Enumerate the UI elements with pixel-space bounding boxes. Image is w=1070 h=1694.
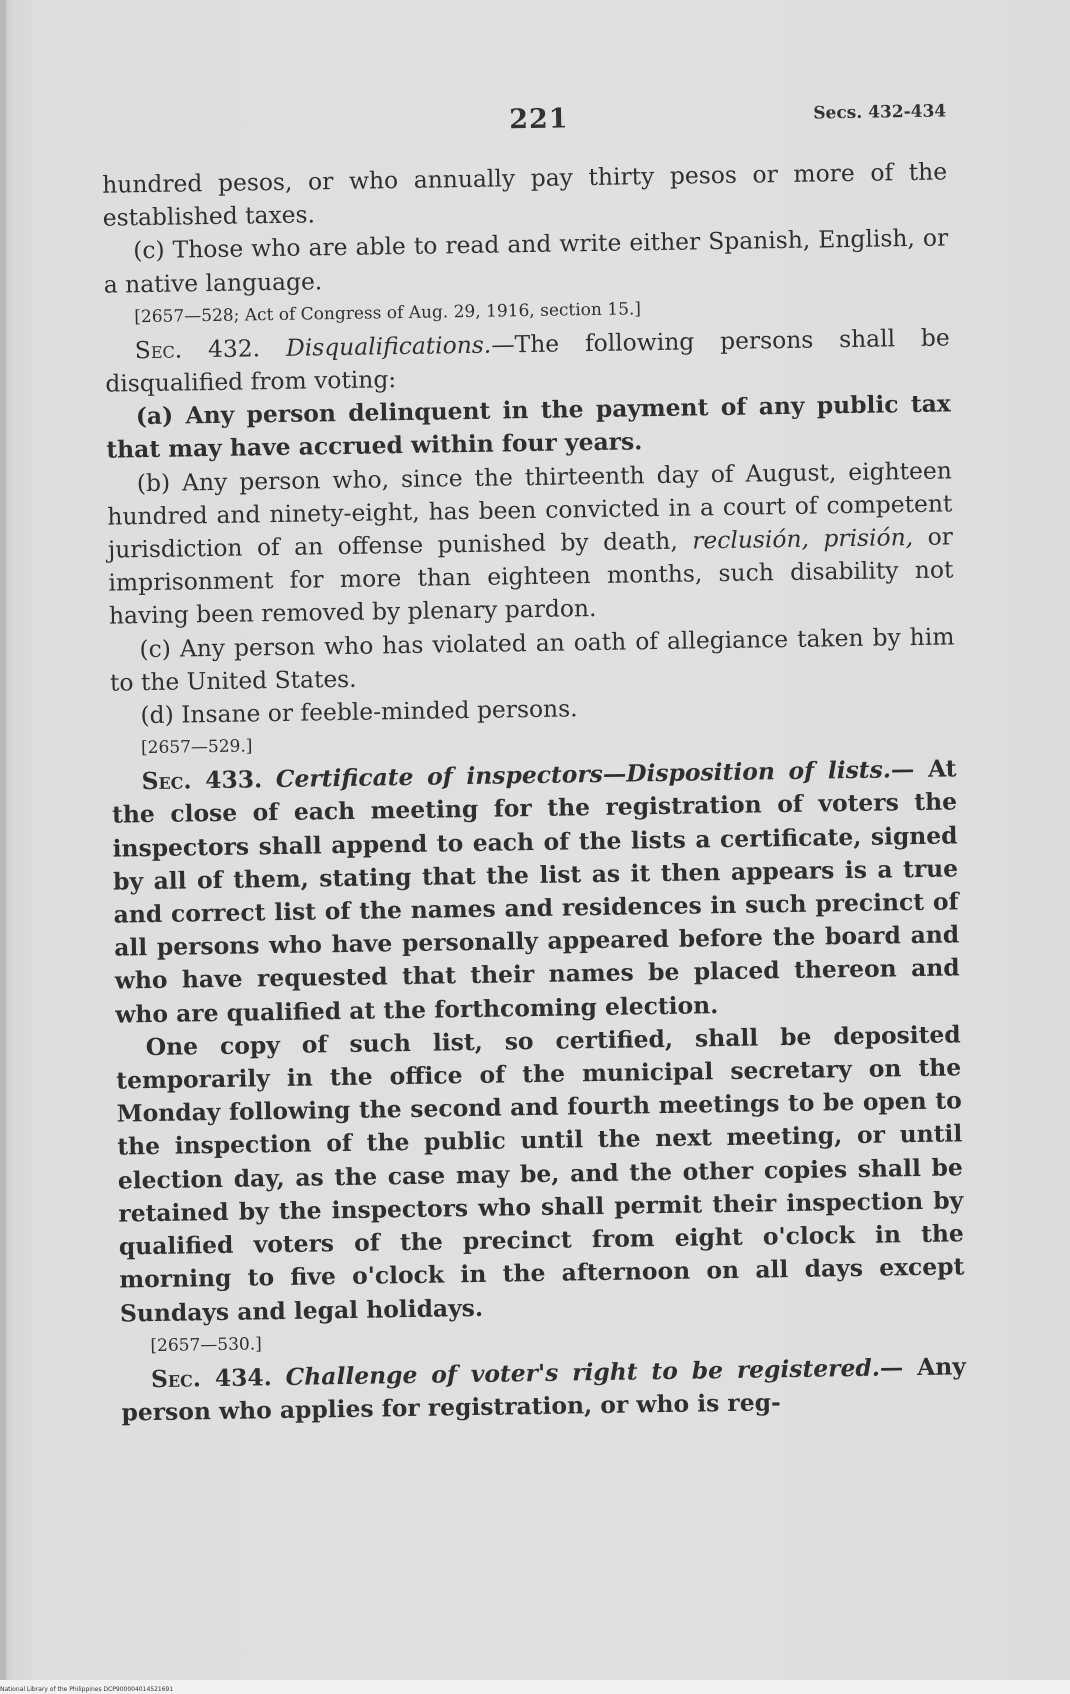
section-432-label: Sec. 432. xyxy=(134,334,261,365)
scan-credit: National Library of the Philippines DCP900004014521691 xyxy=(0,1686,174,1693)
paragraph-continuation: hundred pesos, or who annually pay thirty pesos or more of the established taxes. xyxy=(101,157,948,232)
citation-528: [2657—528; Act of Congress of Aug. 29, 1916, section 15.] xyxy=(134,299,642,328)
section-434-text: — Any person who applies for registration, or who is reg- xyxy=(121,1351,967,1427)
paragraph-c-literacy: (c) Those who are able to read and write either Spanish, English, or a native language. xyxy=(103,223,949,299)
section-434 xyxy=(121,1350,967,1430)
section-434-label: Sec. 434. xyxy=(150,1362,272,1393)
paragraph-b-part2: or imprisonment for more than eighteen months, such disability not having been removed by plenary pardon. xyxy=(108,522,954,631)
section-433-heading: Certificate of inspectors—Disposition of lists. xyxy=(275,755,892,794)
section-433-label: Sec. 433. xyxy=(141,765,263,796)
citation-530: [2657—530.] xyxy=(150,1334,262,1356)
body-text xyxy=(102,155,967,1429)
paragraph-b-part1: (b) Any person who, since the thirteenth day of August, eighteen hundred and ninety-eight, has been convicted in a court of competent jurisdiction of an offense punished by death, xyxy=(107,456,953,564)
page-number: 221 xyxy=(508,103,569,136)
page-edge-shadow xyxy=(0,0,6,1694)
paragraph-b-italic: reclusión, prisión, xyxy=(692,523,914,555)
paragraph-b-convicted xyxy=(107,454,955,633)
section-433 xyxy=(111,753,960,1032)
section-432-heading: Disqualifications. xyxy=(285,330,492,362)
paragraph-copy-deposited: One copy of such list, so certified, shall be deposited temporarily in the office of the municipal secretary on the Monday following the second and fourth meetings to be open to the inspection of the public until the next meeting, or until election day, as the case may be, and the other copies shall be retained by the inspectors who shall permit their inspection by qualified voters of the precinct from eight o'clock in the morning to five o'clock in the afternoon on all days except Sundays and legal holidays. xyxy=(116,1020,965,1328)
text-block xyxy=(99,0,971,1694)
paragraph-a-delinquent: (a) Any person delinquent in the payment of any public tax that may have accrued within four years. xyxy=(106,389,951,465)
section-432-text: —The following persons shall be disqualified from voting: xyxy=(105,323,950,398)
section-range: Secs. 432-434 xyxy=(813,101,947,124)
running-head xyxy=(101,97,947,150)
section-433-text: — At the close of each meeting for the registration of voters the inspectors shall append to each of the lists a certificate, signed by all of them, stating that the list as it then appears is a true and correct list of the names and residences in such precinct of all persons who have personally appeared before the board and who have requested that their names be placed thereon and who are qualified at the forthcoming election. xyxy=(111,754,960,1029)
scan-footer xyxy=(0,1680,1070,1694)
paragraph-d-insane: (d) Insane or feeble-minded persons. xyxy=(140,694,578,730)
citation-529: [2657—529.] xyxy=(140,736,253,759)
paragraph-c-allegiance: (c) Any person who has violated an oath of allegiance taken by him to the United States. xyxy=(109,622,955,697)
section-434-heading: Challenge of voter's right to be registered. xyxy=(285,1353,881,1391)
